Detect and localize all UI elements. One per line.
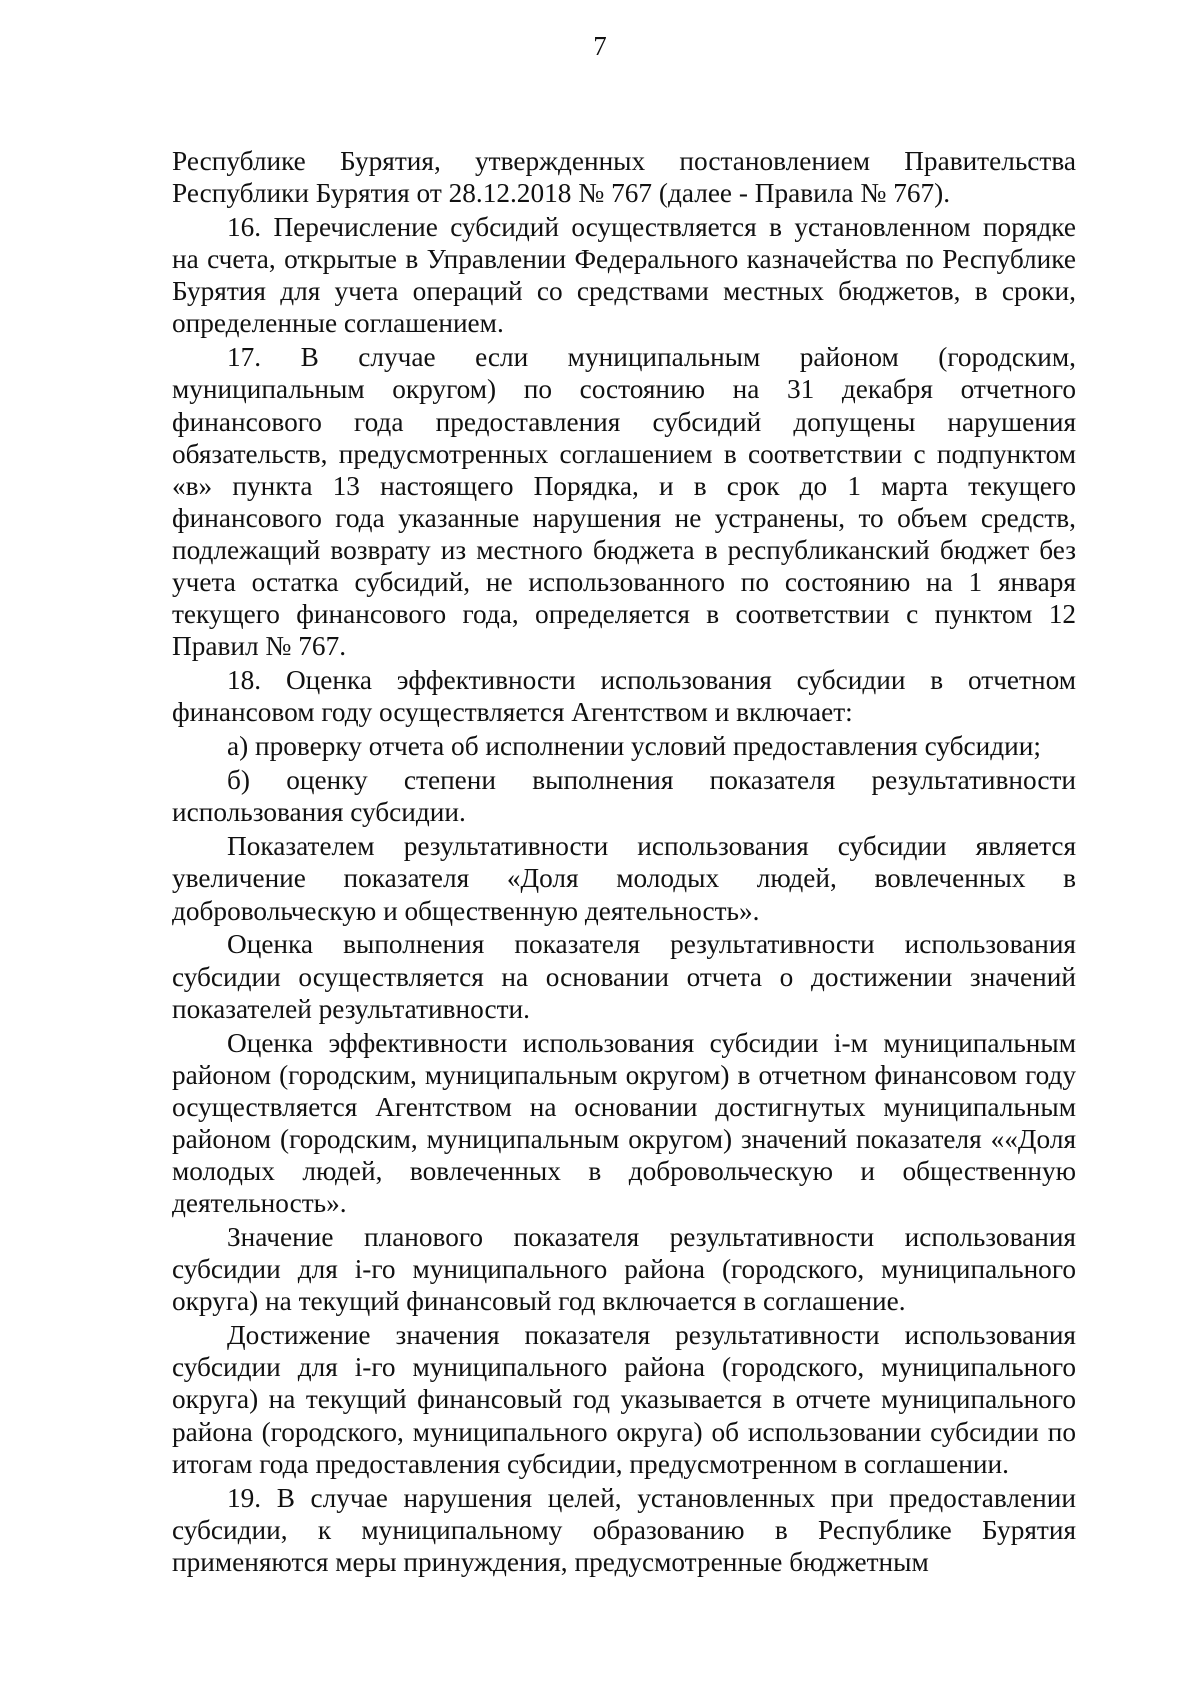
- paragraph-planned-value: Значение планового показателя результативности использования субсидии для i-го муниципального района (городского, муниципального округа) на текущий финансовый год включается в соглашение.: [172, 1222, 1076, 1317]
- paragraph-continuation: Республике Бурятия, утвержденных постановлением Правительства Республики Бурятия от 28.12.2018 № 767 (далее - Правила № 767).: [172, 146, 1076, 209]
- paragraph-19: 19. В случае нарушения целей, установленных при предоставлении субсидии, к муниципальному образованию в Республике Бурятия применяются меры принуждения, предусмотренные бюджетным: [172, 1482, 1076, 1577]
- paragraph-18-item-a: а) проверку отчета об исполнении условий предоставления субсидии;: [227, 731, 1041, 762]
- document-body: [172, 145, 1076, 1580]
- paragraph-indicator-assessment: Оценка выполнения показателя результативности использования субсидии осуществляется на основании отчета о достижении значений показателей результативности.: [172, 929, 1076, 1024]
- paragraph-achieved-value: Достижение значения показателя результативности использования субсидии для i-го муниципального района (городского, муниципального округа) на текущий финансовый год указывается в отчете муниципального района (городского, муниципального округа) об использовании субсидии по итогам года предоставления субсидии, предусмотренном в соглашении.: [172, 1320, 1076, 1479]
- paragraph-18: 18. Оценка эффективности использования субсидии в отчетном финансовом году осуществляется Агентством и включает:: [172, 665, 1076, 728]
- paragraph-indicator: Показателем результативности использования субсидии является увеличение показателя «Доля молодых людей, вовлеченных в добровольческую и общественную деятельность».: [172, 831, 1076, 926]
- paragraph-16: 16. Перечисление субсидий осуществляется в установленном порядке на счета, открытые в Управлении Федерального казначейства по Республике Бурятия для учета операций со средствами местных бюджетов, в сроки, определенные соглашением.: [172, 212, 1076, 339]
- paragraph-efficiency-assessment: Оценка эффективности использования субсидии i-м муниципальным районом (городским, муниципальным округом) в отчетном финансовом году осуществляется Агентством на основании достигнутых муниципальным районом (городским, муниципальным округом) значений показателя ««Доля молодых людей, вовлеченных в добровольческую и общественную деятельность».: [172, 1027, 1076, 1219]
- paragraph-17: 17. В случае если муниципальным районом (городским, муниципальным округом) по состоянию на 31 декабря отчетного финансового года предоставления субсидий допущены нарушения обязательств, предусмотренных соглашением в соответствии с подпунктом «в» пункта 13 настоящего Порядка, и в срок до 1 марта текущего финансового года указанные нарушения не устранены, то объем средств, подлежащий возврату из местного бюджета в республиканский бюджет без учета остатка субсидий, не использованного по состоянию на 1 января текущего финансового года, определяется в соответствии с пунктом 12 Правил № 767.: [172, 342, 1076, 662]
- paragraph-18-item-b: б) оценку степени выполнения показателя результативности использования субсидии.: [172, 765, 1076, 828]
- page-number: 7: [593, 31, 607, 61]
